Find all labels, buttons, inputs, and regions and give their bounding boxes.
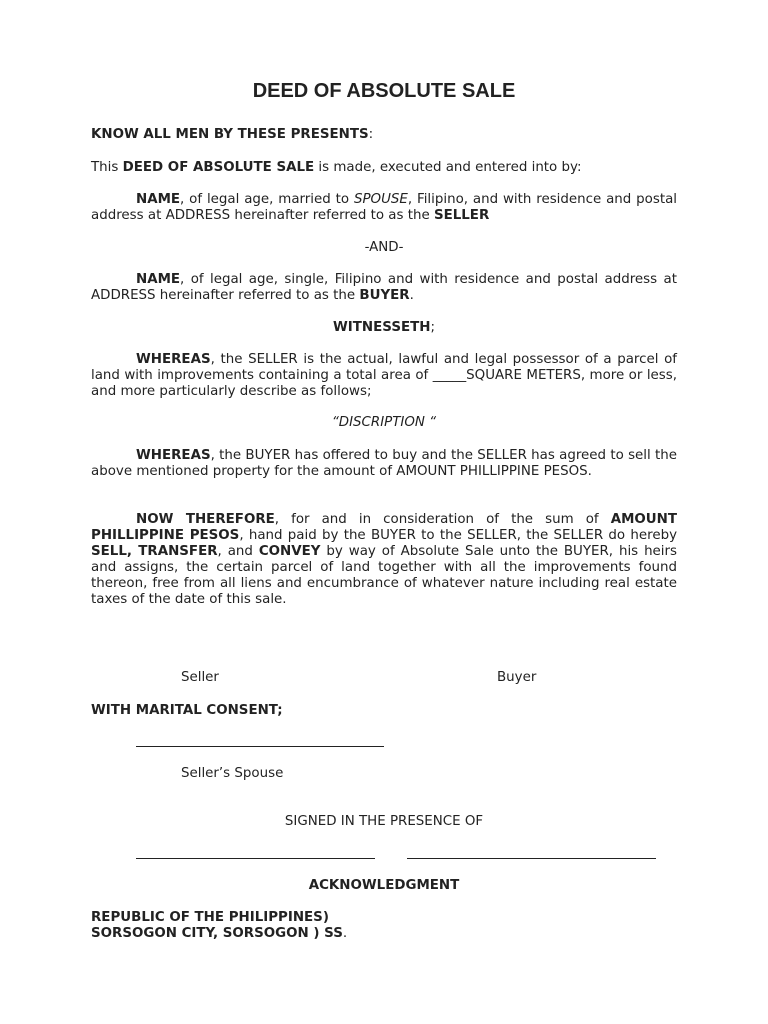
venue-city-end: . (342, 926, 348, 941)
marital-consent-heading (91, 703, 677, 719)
spouse-signature-line (136, 746, 384, 747)
whereas-1-text: , the SELLER is the actual, lawful and legal possessor of a parcel of land with improvements containing a total area of _____SQUARE METERS, more or less, and more particularly describe as follows; (91, 352, 677, 399)
know-all-men-colon: : (368, 127, 374, 142)
seller-spouse: SPOUSE (353, 192, 408, 207)
description-placeholder (91, 415, 677, 431)
witness-signature-line-1 (136, 858, 375, 859)
buyer-text: , of legal age, single, Filipino and with residence and postal address at ADDRESS hereinafter referred to as the (91, 272, 677, 303)
now-therefore-text-4: by way of Absolute Sale unto the BUYER, his heirs and assigns, the certain parcel of land together with all the improvements found thereon, free from all liens and encumbrance of whatever nature including real estate taxes of the date of this sale. (91, 544, 677, 607)
buyer-role: BUYER (359, 288, 410, 303)
intro-pre: This (91, 160, 123, 175)
seller-role: SELLER (433, 208, 490, 223)
venue-republic: REPUBLIC OF THE PHILIPPINES) (91, 910, 329, 925)
seller-name: NAME (136, 192, 181, 207)
now-therefore-convey: CONVEY (258, 544, 321, 559)
signed-presence-text: SIGNED IN THE PRESENCE OF (284, 814, 484, 829)
description-text: “DISCRIPTION “ (331, 415, 437, 430)
intro-deed-name: DEED OF ABSOLUTE SALE (122, 160, 315, 175)
witnesseth-text: WITNESSETH (333, 320, 431, 335)
buyer-end: . (409, 288, 414, 303)
know-all-men-text: KNOW ALL MEN BY THESE PRESENTS (91, 127, 369, 142)
know-all-men-line (91, 127, 677, 143)
venue-city: SORSOGON CITY, SORSOGON ) SS (91, 926, 343, 941)
venue-line-1 (91, 910, 677, 926)
whereas-paragraph-2 (91, 448, 677, 480)
whereas-2-lead: WHEREAS (136, 448, 211, 463)
buyer-paragraph (91, 272, 677, 304)
seller-text-2: , Filipino, and with residence and postal address at ADDRESS hereinafter referred to as the (91, 192, 678, 223)
now-therefore-text-1: , for and in consideration of the sum of (274, 512, 611, 527)
now-therefore-amount: AMOUNT PHILLIPPINE PESOS (91, 512, 677, 543)
buyer-name: NAME (136, 272, 181, 287)
and-separator: -AND- (364, 240, 404, 255)
spouse-signature-label: Seller’s Spouse (181, 766, 284, 781)
whereas-1-lead: WHEREAS (136, 352, 211, 367)
buyer-signature-label: Buyer (497, 670, 537, 685)
intro-post: is made, executed and entered into by: (314, 160, 582, 175)
acknowledgment-heading (91, 878, 677, 894)
witnesseth-end: ; (430, 320, 435, 335)
seller-signature-label: Seller (181, 670, 219, 685)
marital-consent-text: WITH MARITAL CONSENT; (91, 703, 283, 718)
now-therefore-text-2: , hand paid by the BUYER to the SELLER, the SELLER do hereby (239, 528, 677, 543)
seller-text-1: , of legal age, married to (180, 192, 354, 207)
whereas-2-text: , the BUYER has offered to buy and the SELLER has agreed to sell the above mentioned property for the amount of AMOUNT PHILLIPPINE PESOS. (91, 448, 677, 479)
now-therefore-text-3: , and (217, 544, 259, 559)
seller-paragraph (91, 192, 677, 224)
venue-line-2 (91, 926, 677, 942)
intro-paragraph (91, 160, 677, 176)
now-therefore-paragraph (91, 512, 677, 608)
witness-signature-line-2 (407, 858, 656, 859)
witnesseth-heading (91, 320, 677, 336)
whereas-paragraph-1 (91, 352, 677, 400)
acknowledgment-heading-text: ACKNOWLEDGMENT (308, 878, 460, 893)
now-therefore-sell: SELL, TRANSFER (91, 544, 218, 559)
now-therefore-lead: NOW THEREFORE (136, 512, 275, 527)
document-title: DEED OF ABSOLUTE SALE (252, 80, 516, 102)
